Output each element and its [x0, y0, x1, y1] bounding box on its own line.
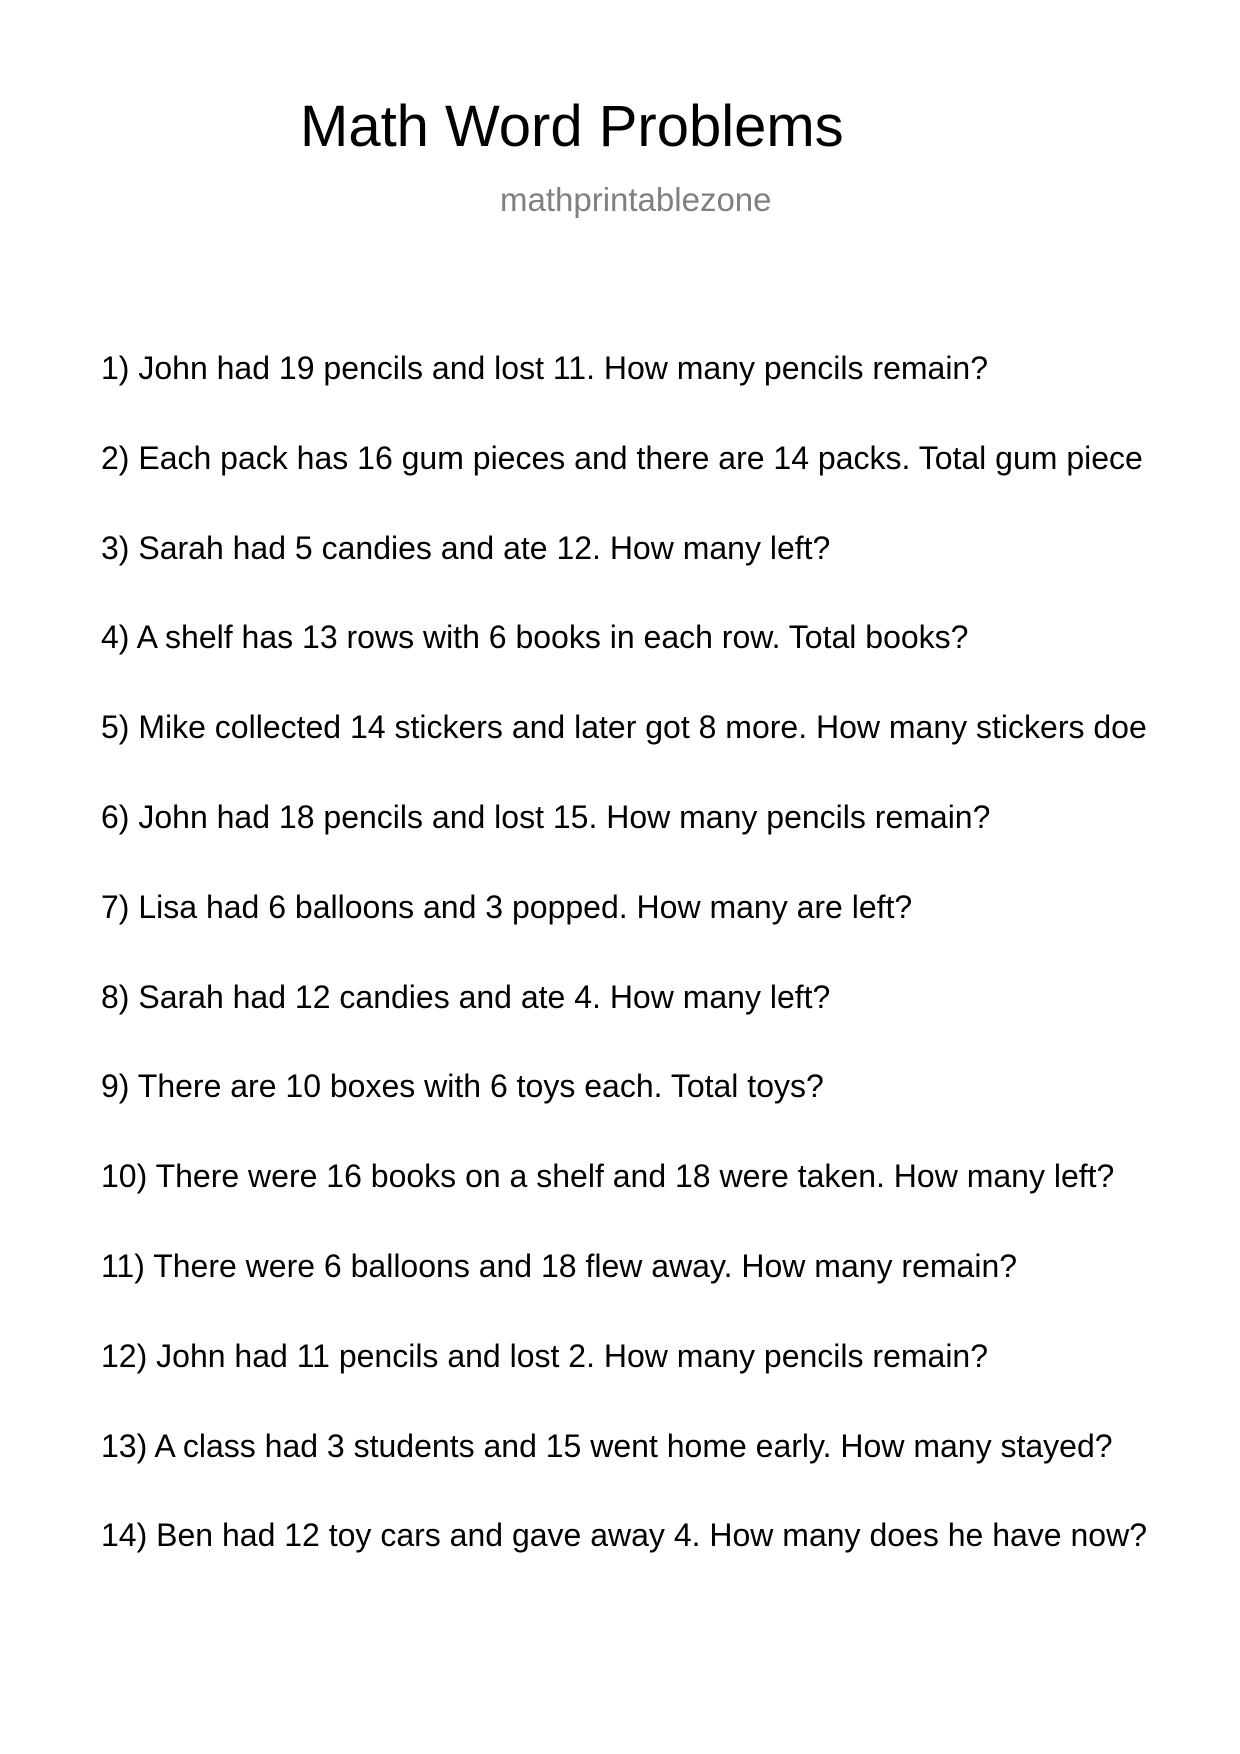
problem-item: 8) Sarah had 12 candies and ate 4. How many left?: [101, 980, 831, 1015]
problem-item: 12) John had 11 pencils and lost 2. How many pencils remain?: [101, 1339, 989, 1374]
page-title: Math Word Problems: [300, 94, 844, 159]
problem-item: 11) There were 6 balloons and 18 flew away. How many remain?: [101, 1249, 1018, 1284]
problem-item: 13) A class had 3 students and 15 went home early. How many stayed?: [101, 1429, 1113, 1464]
problem-item: 9) There are 10 boxes with 6 toys each. Total toys?: [101, 1070, 824, 1105]
page-subtitle: mathprintablezone: [500, 181, 772, 218]
problem-item: 4) A shelf has 13 rows with 6 books in each row. Total books?: [101, 621, 969, 656]
problem-item: 3) Sarah had 5 candies and ate 12. How many left?: [101, 531, 831, 566]
problem-item: 1) John had 19 pencils and lost 11. How many pencils remain?: [101, 352, 989, 386]
problem-item: 10) There were 16 books on a shelf and 18 were taken. How many left?: [101, 1160, 1115, 1195]
problem-item: 2) Each pack has 16 gum pieces and there are 14 packs. Total gum piece: [101, 441, 1143, 476]
problem-item: 5) Mike collected 14 stickers and later got 8 more. How many stickers doe: [101, 711, 1147, 746]
problem-item: 7) Lisa had 6 balloons and 3 popped. How many are left?: [101, 890, 913, 925]
problem-list: [101, 352, 1240, 1609]
problem-item: 6) John had 18 pencils and lost 15. How many pencils remain?: [101, 800, 991, 835]
problem-item: 14) Ben had 12 toy cars and gave away 4. How many does he have now?: [101, 1519, 1147, 1554]
